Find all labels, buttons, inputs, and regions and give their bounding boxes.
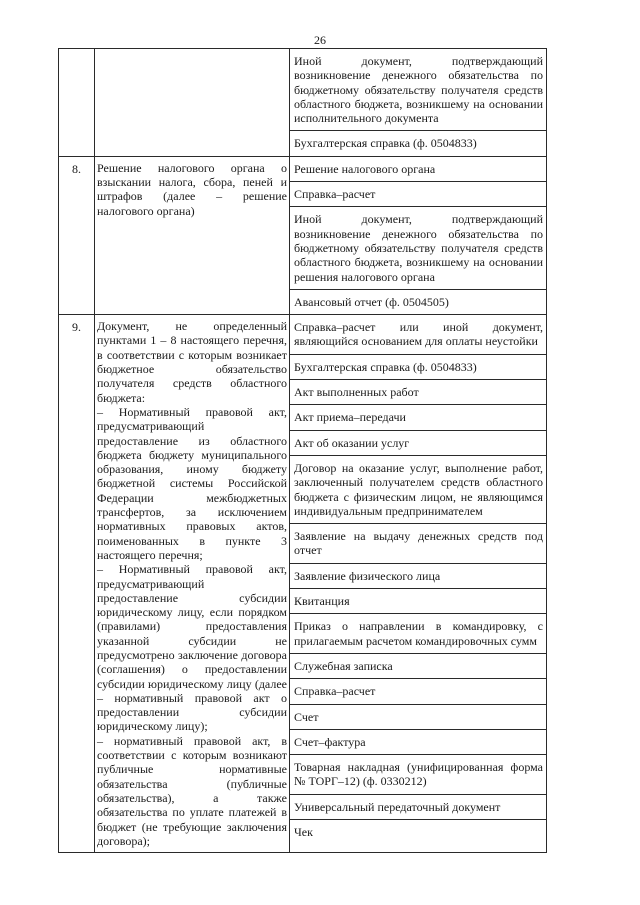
document-cell: Приказ о направлении в командировку, с прилагаемым расчетом командировочных сумм — [290, 613, 546, 653]
description-paragraph: – нормативный правовой акт, в соответствии с которым возникают публичные нормативные обязательства (публичные обязательства), а также обязательства по уплате платежей в бюджет (не требующие заключения договора); — [97, 733, 287, 848]
document-cell: Счет–фактура — [290, 729, 546, 754]
table-row-8 — [59, 156, 546, 314]
document-cell: Служебная записка — [290, 653, 546, 678]
document-cell: Заявление физического лица — [290, 563, 546, 588]
row-description-cell — [95, 315, 290, 852]
document-cell: Иной документ, подтверждающий возникновение денежного обязательства по бюджетному обязательству получателя средств областного бюджета, возникшему на основании решения налогового органа — [290, 206, 546, 288]
row-description-cell — [95, 49, 290, 156]
document-cell: Заявление на выдачу денежных средств под отчет — [290, 523, 546, 563]
row-description-cell — [95, 157, 290, 314]
description-paragraph: Решение налогового органа о взыскании налога, сбора, пеней и штрафов (далее – решение налогового органа) — [97, 160, 287, 218]
row-documents-cell — [290, 315, 546, 852]
document-cell: Универсальный передаточный документ — [290, 794, 546, 819]
document-cell: Авансовый отчет (ф. 0504505) — [290, 289, 546, 314]
row-number-cell: 8. — [59, 157, 95, 314]
document-cell: Акт приема–передачи — [290, 404, 546, 429]
description-paragraph: Документ, не определенный пунктами 1 – 8 настоящего перечня, в соответствии с которым возникает бюджетное обязательство получателя средств областного бюджета: — [97, 319, 287, 405]
description-paragraph: – Нормативный правовой акт, предусматривающий предоставление из областного бюджета бюджету муниципального образования, иному бюджету бюджетной системы Российской Федерации межбюджетных трансфертов, за исключением нормативных правовых актов, поименованных в пункте 3 настоящего перечня; — [97, 404, 287, 562]
document-cell: Товарная накладная (унифицированная форма № ТОРГ–12) (ф. 0330212) — [290, 754, 546, 794]
row-documents-cell — [290, 157, 546, 314]
document-cell: Счет — [290, 704, 546, 729]
document-cell: Акт выполненных работ — [290, 379, 546, 404]
document-cell: Чек — [290, 819, 546, 852]
document-cell: Справка–расчет — [290, 181, 546, 206]
documents-table — [58, 48, 547, 853]
document-cell: Справка–расчет — [290, 678, 546, 703]
row-number-cell — [59, 49, 95, 156]
document-cell: Акт об оказании услуг — [290, 430, 546, 455]
row-documents-cell — [290, 49, 546, 156]
table-row-continuation — [59, 49, 546, 156]
document-cell: Бухгалтерская справка (ф. 0504833) — [290, 130, 546, 155]
row-number-cell: 9. — [59, 315, 95, 852]
description-paragraph: – Нормативный правовой акт, предусматривающий предоставление субсидии юридическому лицу, если порядком (правилами) предоставления указанной субсидии не предусмотрено заключение договора (соглашения) о предоставлении субсидии юридическому лицу (далее – нормативный правовой акт о предоставлении субсидии юридическому лицу); — [97, 562, 287, 734]
document-cell: Бухгалтерская справка (ф. 0504833) — [290, 354, 546, 379]
document-cell: Квитанция — [290, 588, 546, 613]
document-cell: Иной документ, подтверждающий возникновение денежного обязательства по бюджетному обязательству получателя средств областного бюджета, возникшему на основании исполнительного документа — [294, 54, 543, 126]
table-row-9 — [59, 314, 546, 852]
page-number: 26 — [314, 33, 326, 47]
document-cell: Решение налогового органа — [294, 161, 436, 176]
document-cell: Справка–расчет или иной документ, являющийся основанием для оплаты неустойки — [294, 320, 543, 349]
document-cell: Договор на оказание услуг, выполнение работ, заключенный получателем средств областного бюджета с физическим лицом, не являющимся индивидуальным предпринимателем — [290, 455, 546, 523]
